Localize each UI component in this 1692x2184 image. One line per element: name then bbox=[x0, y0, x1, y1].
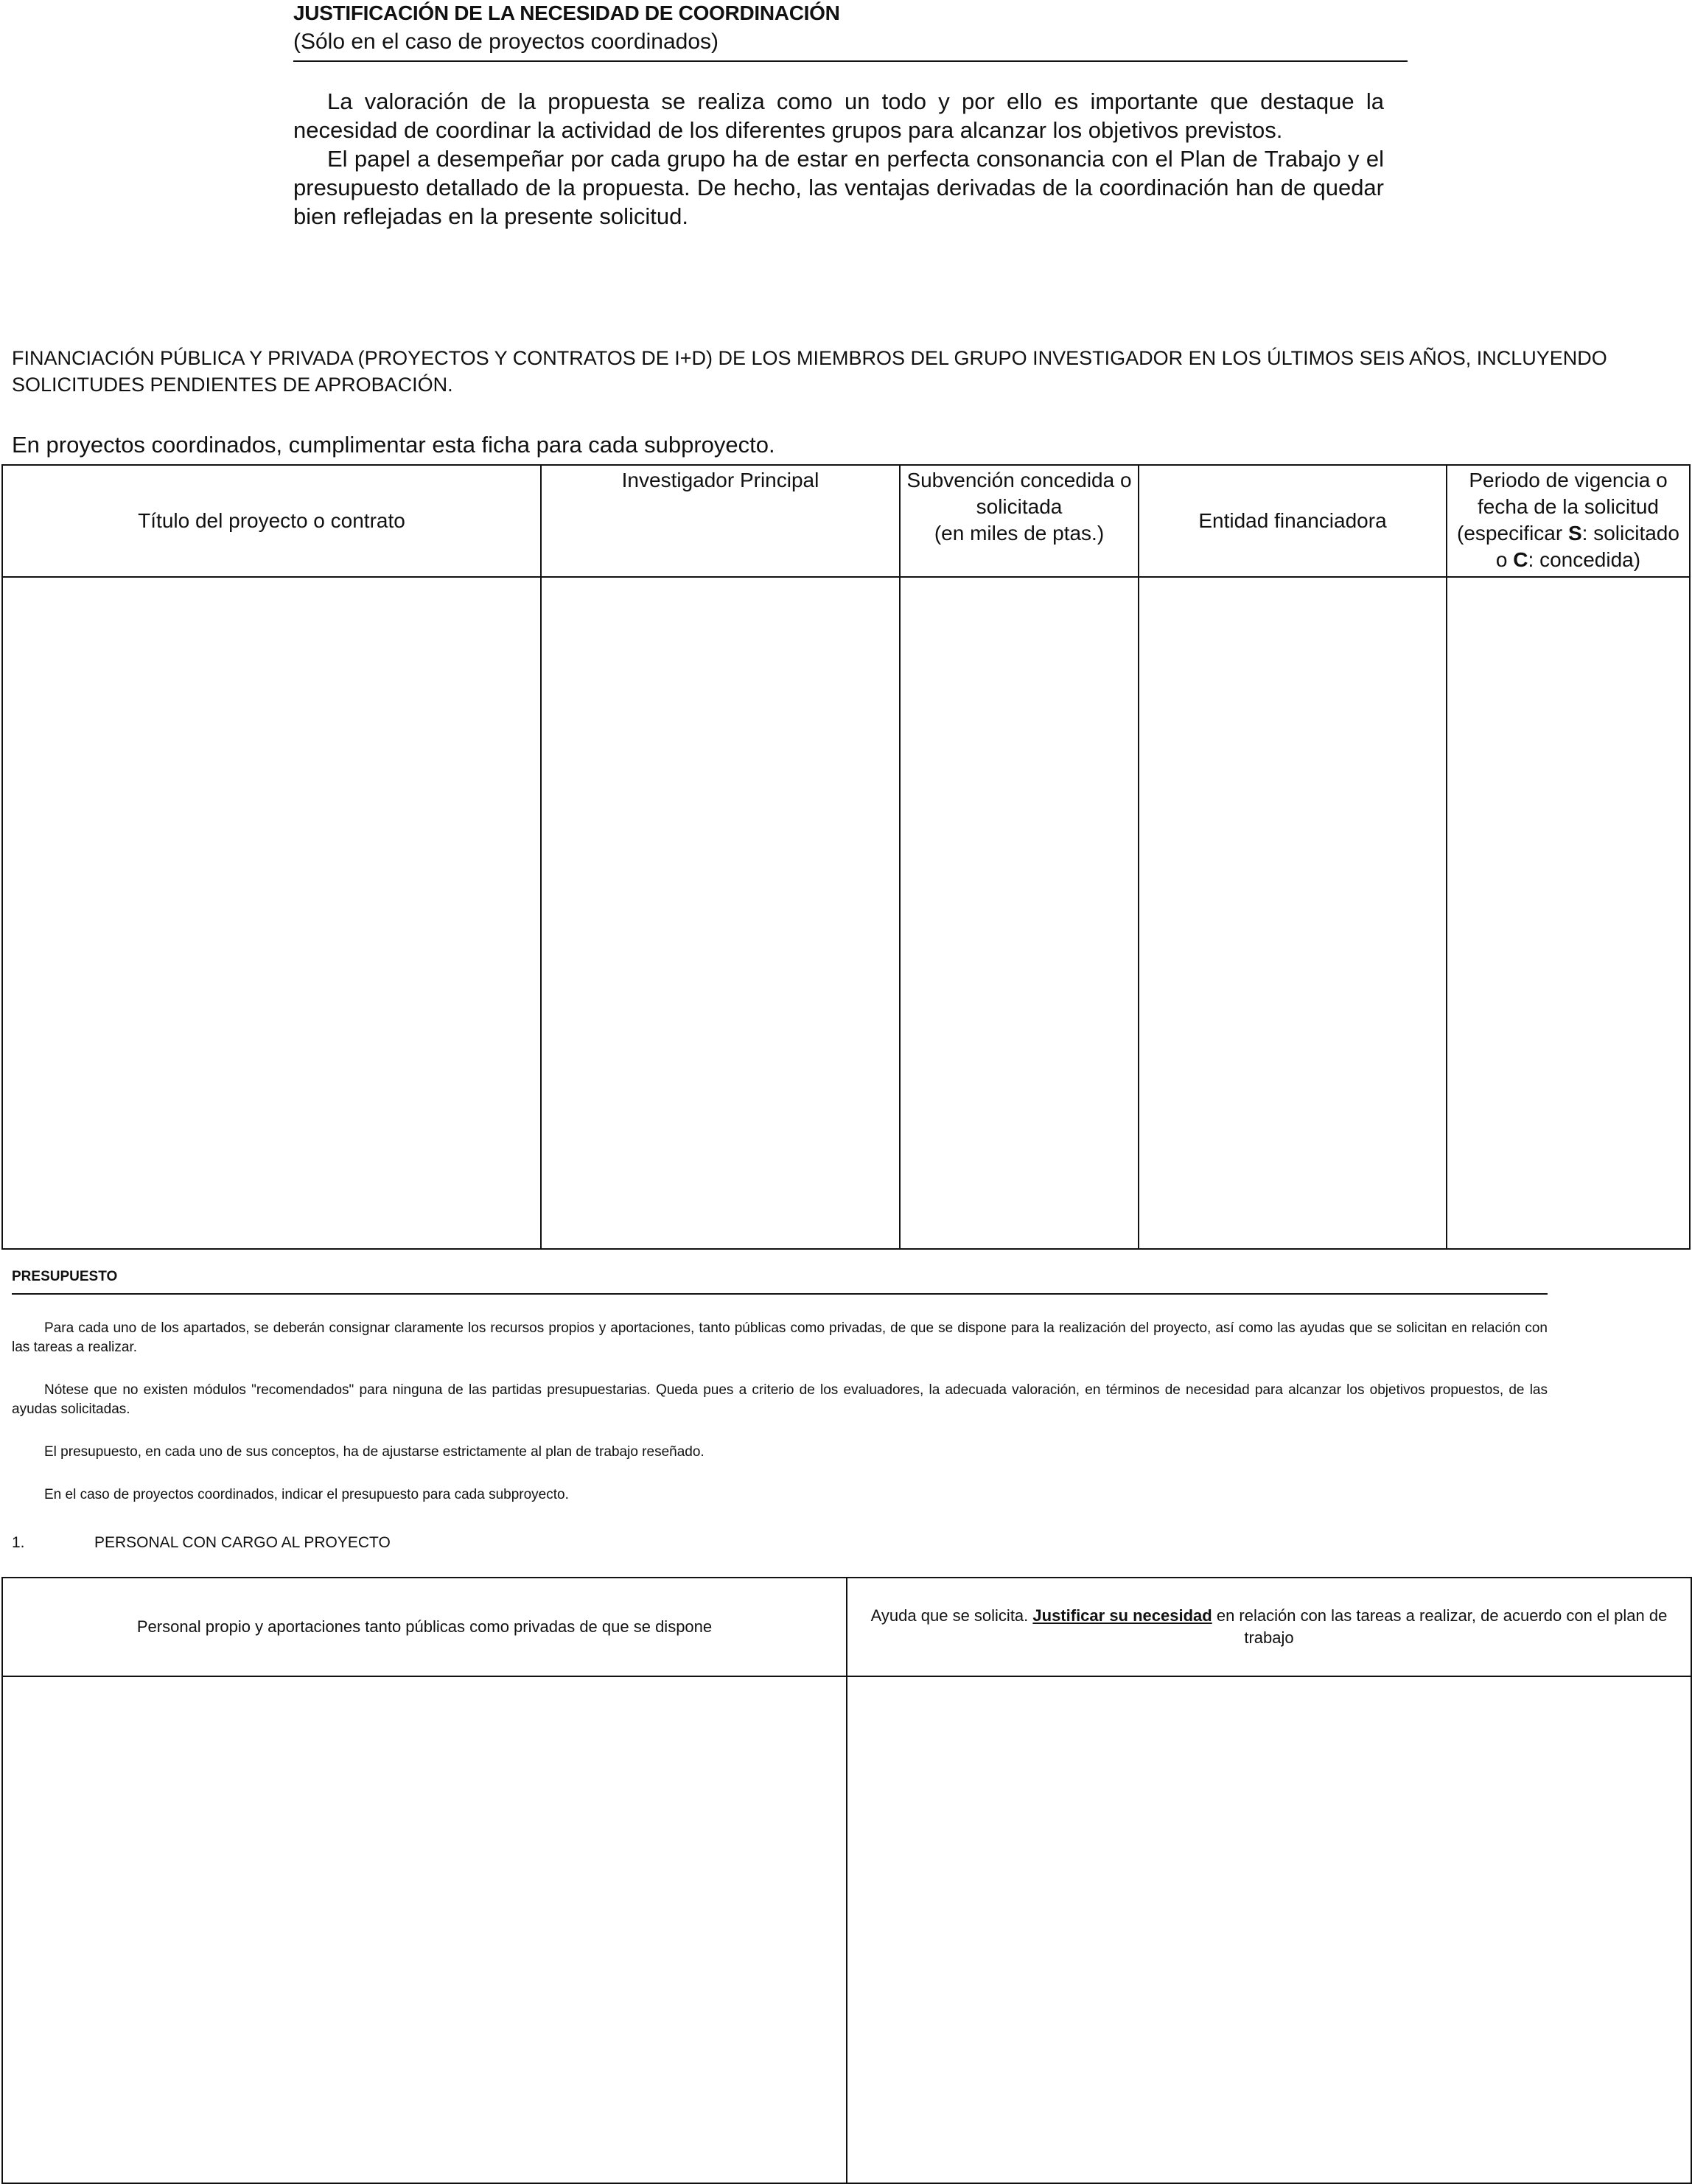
cell-grant[interactable] bbox=[900, 577, 1139, 1249]
personnel-item-number: 1. bbox=[12, 1534, 25, 1551]
col-header-requested-aid-pre: Ayuda que se solicita. bbox=[870, 1606, 1033, 1625]
cell-principal-investigator[interactable] bbox=[541, 577, 900, 1249]
coordination-body bbox=[293, 87, 1384, 231]
col-header-period-post: : concedida) bbox=[1528, 548, 1641, 571]
cell-own-resources[interactable] bbox=[2, 1676, 847, 2183]
col-header-funding-entity: Entidad financiadora bbox=[1139, 465, 1447, 577]
budget-paragraph-2 bbox=[12, 1381, 1548, 1419]
col-header-requested-aid-post: en relación con las tareas a realizar, de acuerdo con el plan de trabajo bbox=[1212, 1606, 1668, 1647]
budget-paragraph-3-text: El presupuesto, en cada uno de sus conceptos, ha de ajustarse estrictamente al plan de trabajo reseñado. bbox=[44, 1444, 705, 1460]
table-row bbox=[2, 1676, 1691, 2183]
budget-paragraph-1 bbox=[12, 1319, 1548, 1357]
col-header-period-mid: : solicitado o bbox=[1495, 522, 1679, 571]
col-header-grant-line2: (en miles de ptas.) bbox=[934, 522, 1105, 545]
col-header-own-resources: Personal propio y aportaciones tanto públicas como privadas de que se dispone bbox=[2, 1578, 847, 1676]
personnel-table bbox=[1, 1577, 1692, 2184]
col-header-period-line1: Periodo de vigencia o fecha de la solicitud bbox=[1469, 469, 1668, 518]
coordination-paragraph-1: La valoración de la propuesta se realiza como un todo y por ello es importante que destaque la necesidad de coordinar la actividad de los diferentes grupos para alcanzar los objetivos previstos. bbox=[293, 88, 1384, 143]
cell-requested-aid[interactable] bbox=[847, 1676, 1691, 2183]
financing-heading: FINANCIACIÓN PÚBLICA Y PRIVADA (PROYECTOS Y CONTRATOS DE I+D) DE LOS MIEMBROS DEL GRUPO INVESTIGADOR EN LOS ÚLTIMOS SEIS AÑOS, INCLUYENDO SOLICITUDES PENDIENTES DE APROBACIÓN. bbox=[12, 347, 1607, 396]
financing-table bbox=[1, 464, 1691, 1250]
cell-funding-entity[interactable] bbox=[1139, 577, 1447, 1249]
col-header-project-title: Título del proyecto o contrato bbox=[2, 465, 541, 577]
budget-paragraph-4-text: En el caso de proyectos coordinados, indicar el presupuesto para cada subproyecto. bbox=[44, 1487, 569, 1502]
col-header-requested-aid bbox=[847, 1578, 1691, 1676]
col-header-period-pre: (especificar bbox=[1457, 522, 1568, 545]
cell-project-title[interactable] bbox=[2, 577, 541, 1249]
budget-title: PRESUPUESTO bbox=[12, 1269, 118, 1284]
budget-paragraph-3 bbox=[12, 1443, 1548, 1462]
col-header-period-s: S bbox=[1567, 522, 1582, 545]
budget-paragraph-4 bbox=[12, 1485, 1548, 1505]
table-row bbox=[2, 577, 1690, 1249]
cell-period[interactable] bbox=[1447, 577, 1690, 1249]
personnel-item-label: PERSONAL CON CARGO AL PROYECTO bbox=[94, 1534, 391, 1551]
coordination-divider bbox=[293, 60, 1408, 62]
col-header-grant-line1: Subvención concedida o solicitada bbox=[906, 469, 1132, 518]
coordination-paragraph-2: El papel a desempeñar por cada grupo ha de estar en perfecta consonancia con el Plan de Trabajo y el presupuesto detallado de la propuesta. De hecho, las ventajas derivadas de la coordinación han de quedar bien reflejadas en la presente solicitud. bbox=[293, 146, 1384, 229]
budget-paragraph-1-text: Para cada uno de los apartados, se deberán consignar claramente los recursos propios y aportaciones, tanto públicas como privadas, de que se dispone para la realización del proyecto, así como las ayudas que se solicitan en relación con las tareas a realizar. bbox=[12, 1320, 1548, 1355]
budget-paragraph-2-text: Nótese que no existen módulos "recomendados" para ninguna de las partidas presupuestarias. Queda pues a criterio de los evaluadores, la adecuada valoración, en términos de necesidad para alcanzar los objetivos propuestos, de las ayudas solicitadas. bbox=[12, 1382, 1548, 1417]
coordination-title: JUSTIFICACIÓN DE LA NECESIDAD DE COORDINACIÓN bbox=[293, 1, 840, 24]
budget-divider bbox=[12, 1293, 1548, 1295]
col-header-principal-investigator: Investigador Principal bbox=[541, 465, 900, 577]
coordination-subtitle: (Sólo en el caso de proyectos coordinados) bbox=[293, 29, 719, 54]
col-header-period bbox=[1447, 465, 1690, 577]
col-header-grant bbox=[900, 465, 1139, 577]
financing-note: En proyectos coordinados, cumplimentar esta ficha para cada subproyecto. bbox=[12, 432, 775, 458]
col-header-period-c: C bbox=[1513, 548, 1528, 571]
col-header-requested-aid-bold: Justificar su necesidad bbox=[1032, 1606, 1212, 1625]
